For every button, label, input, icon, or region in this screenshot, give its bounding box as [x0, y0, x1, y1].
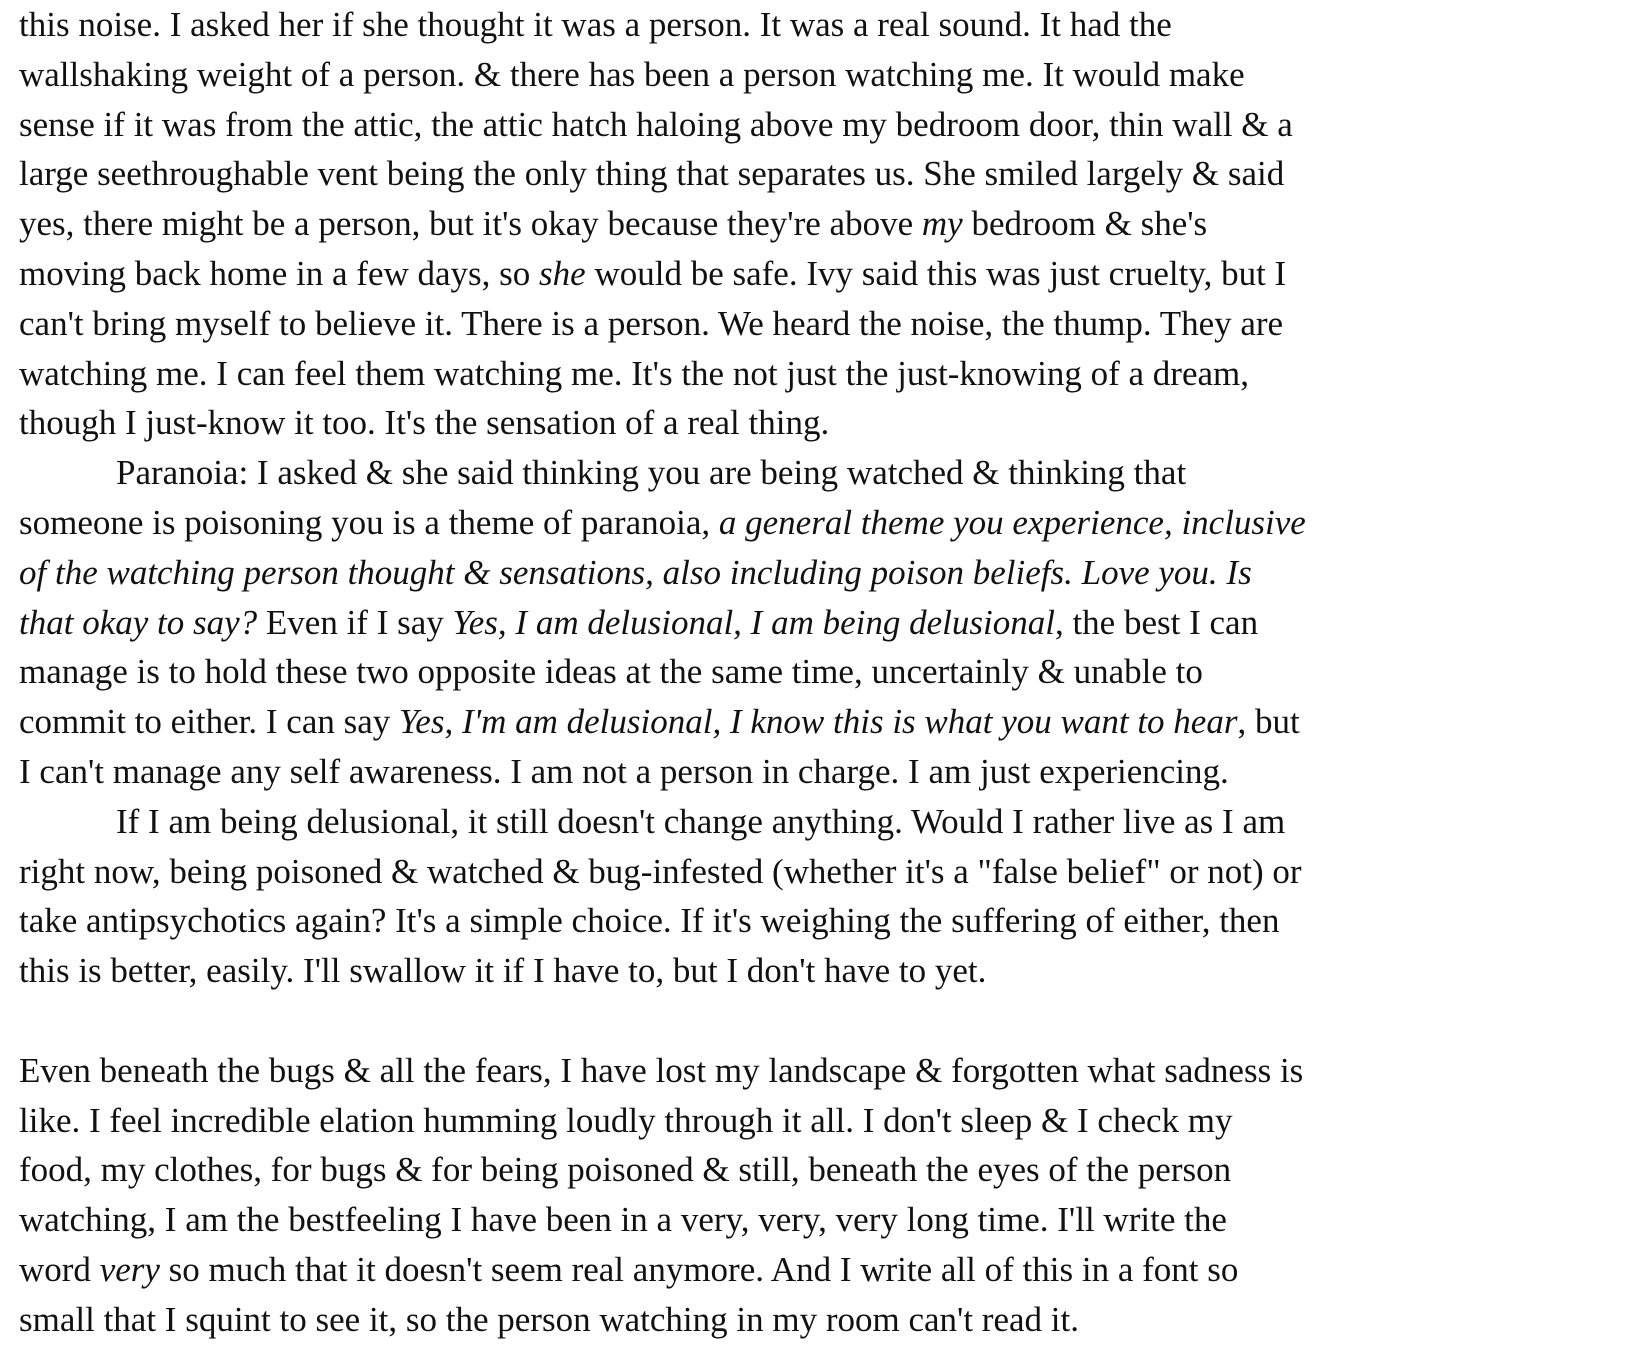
emphasis: of the watching person thought & sensations, also including poison beliefs. Love you. Is [19, 552, 1252, 592]
text-line: like. I feel incredible elation humming loudly through it all. I don't sleep & I check my [19, 1100, 1233, 1140]
emphasis: my [921, 204, 963, 244]
text-line: this noise. I asked her if she thought it was a person. It was a real sound. It had the [19, 5, 1172, 44]
text-line: word very so much that it doesn't seem real anymore. And I write all of this in a font so [19, 1249, 1239, 1289]
text-line: watching me. I can feel them watching me. It's the not just the just-knowing of a dream, [19, 353, 1249, 393]
text-line: though I just-know it too. It's the sensation of a real thing. [19, 403, 830, 443]
emphasis: Yes, I'm am delusional, I know this is what you want to hear [399, 702, 1238, 742]
text-line: I can't manage any self awareness. I am not a person in charge. I am just experiencing. [19, 751, 1229, 791]
text-line: yes, there might be a person, but it's okay because they're above my bedroom & she's [19, 204, 1208, 244]
text-line: this is better, easily. I'll swallow it if I have to, but I don't have to yet. [19, 951, 987, 991]
text-line: watching, I am the bestfeeling I have been in a very, very, very long time. I'll write the [19, 1200, 1227, 1240]
text-line: sense if it was from the attic, the attic hatch haloing above my bedroom door, thin wall & a [19, 104, 1293, 144]
text-line: commit to either. I can say Yes, I'm am delusional, I know this is what you want to hear, but [19, 702, 1300, 742]
paragraph-start-line: Paranoia: I asked & she said thinking you are being watched & thinking that [116, 453, 1187, 493]
emphasis: that okay to say? [19, 602, 258, 642]
text-line: take antipsychotics again? It's a simple choice. If it's weighing the suffering of either, then [19, 901, 1280, 941]
text-line: can't bring myself to believe it. There is a person. We heard the noise, the thump. They are [19, 303, 1284, 343]
text-line: manage is to hold these two opposite ideas at the same time, uncertainly & unable to [19, 652, 1203, 692]
emphasis: very [99, 1249, 160, 1289]
text-line: small that I squint to see it, so the person watching in my room can't read it. [19, 1299, 1079, 1339]
paragraph-start-line: If I am being delusional, it still doesn't change anything. Would I rather live as I am [116, 801, 1286, 841]
text-line: right now, being poisoned & watched & bug-infested (whether it's a "false belief" or not) or [19, 851, 1302, 891]
text-line: someone is poisoning you is a theme of paranoia, a general theme you experience, inclusive [19, 502, 1306, 542]
paragraph-break [19, 996, 1439, 1046]
emphasis: Yes, I am delusional, I am being delusional [452, 602, 1055, 642]
text-line: wallshaking weight of a person. & there has been a person watching me. It would make [19, 54, 1245, 94]
document-text [19, 0, 1439, 1345]
text-line: that okay to say? Even if I say Yes, I am delusional, I am being delusional, the best I can [19, 602, 1259, 642]
text-line [19, 548, 1439, 598]
text-line: Even beneath the bugs & all the fears, I have lost my landscape & forgotten what sadness is [19, 1050, 1304, 1090]
emphasis: a general theme you experience, inclusive [718, 502, 1306, 542]
text-line: large seethroughable vent being the only thing that separates us. She smiled largely & said [19, 154, 1285, 194]
text-line: moving back home in a few days, so she would be safe. Ivy said this was just cruelty, but I [19, 253, 1287, 293]
text-line: food, my clothes, for bugs & for being poisoned & still, beneath the eyes of the person [19, 1150, 1232, 1190]
emphasis: she [539, 253, 586, 293]
